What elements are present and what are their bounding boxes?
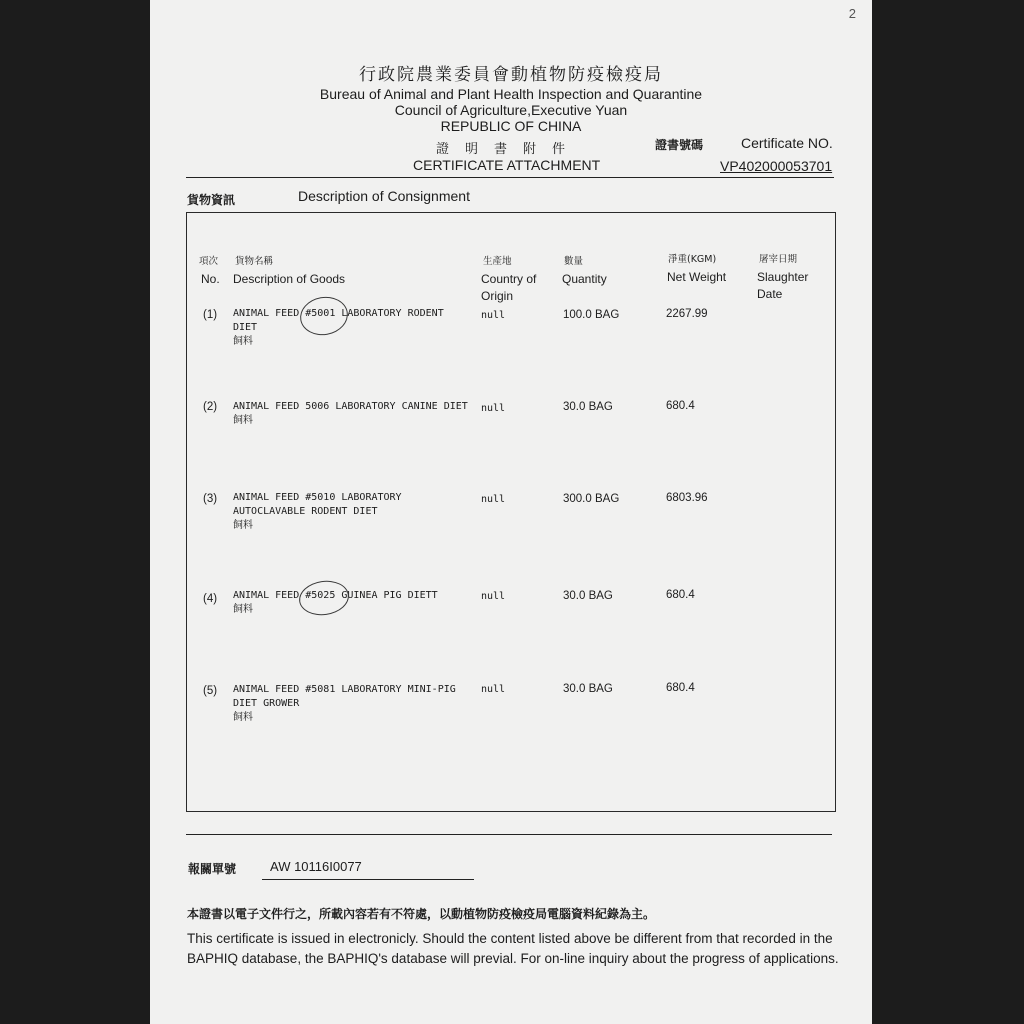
header-qty-zh: 數量 bbox=[564, 256, 584, 267]
row-origin: null bbox=[481, 684, 506, 695]
cert-label-zh: 證書號碼 bbox=[655, 138, 704, 152]
customs-declaration-label: 報關單號 bbox=[188, 862, 237, 876]
row-net-weight: 6803.96 bbox=[666, 492, 708, 504]
customs-declaration-number: AW 10116I0077 bbox=[270, 859, 362, 874]
row-net-weight: 680.4 bbox=[666, 400, 695, 412]
certificate-page bbox=[150, 0, 872, 1024]
header-goods-zh: 貨物名稱 bbox=[235, 256, 274, 267]
header-no-en: No. bbox=[201, 272, 220, 286]
goods-name: ANIMAL FEED 5006 LABORATORY CANINE DIET bbox=[233, 401, 468, 412]
header-date-zh: 屠宰日期 bbox=[759, 254, 798, 265]
goods-name-zh: 飼料 bbox=[233, 336, 253, 347]
row-description bbox=[233, 400, 473, 428]
cert-label-en: Certificate NO. bbox=[741, 135, 833, 151]
row-no: (3) bbox=[203, 493, 218, 505]
row-quantity: 30.0 BAG bbox=[563, 683, 613, 695]
row-origin: null bbox=[481, 591, 506, 602]
row-no: (2) bbox=[203, 401, 218, 413]
footer-rule bbox=[186, 834, 832, 835]
goods-name: ANIMAL FEED #5081 LABORATORY MINI-PIG DIET GROWER bbox=[233, 684, 456, 709]
section-title-zh: 貨物資訊 bbox=[187, 193, 236, 207]
page-mark: 2 bbox=[848, 6, 856, 21]
row-net-weight: 2267.99 bbox=[666, 308, 708, 320]
header-weight-en: Net Weight bbox=[667, 270, 727, 284]
goods-name: ANIMAL FEED #5010 LABORATORY AUTOCLAVABLE RODENT DIET bbox=[233, 492, 402, 517]
row-quantity: 100.0 BAG bbox=[563, 309, 620, 321]
row-origin: null bbox=[481, 310, 506, 321]
goods-name: ANIMAL FEED #5001 LABORATORY RODENT DIET bbox=[233, 308, 444, 333]
header-qty-en: Quantity bbox=[562, 272, 607, 286]
row-description bbox=[233, 307, 473, 349]
section-title-en: Description of Consignment bbox=[298, 188, 470, 204]
row-quantity: 300.0 BAG bbox=[563, 493, 620, 505]
goods-name-zh: 飼料 bbox=[233, 415, 253, 426]
row-no: (5) bbox=[203, 685, 218, 697]
header-weight-zh: 淨重(KGM) bbox=[668, 254, 717, 265]
header-date-en: Slaughter Date bbox=[757, 270, 809, 301]
header-goods-en: Description of Goods bbox=[233, 272, 346, 286]
header-rule bbox=[186, 177, 834, 178]
goods-name-zh: 飼料 bbox=[233, 604, 253, 615]
header-origin-en: Country of Origin bbox=[481, 272, 537, 303]
consignment-table bbox=[186, 212, 836, 812]
notice-en: This certificate is issued in electronicly. Should the content listed above be different from that recorded in the BAPHIQ database, the BAPHIQ's database will previal. For on-line inquiry about the progress of applications. bbox=[187, 931, 839, 966]
row-no: (1) bbox=[203, 309, 218, 321]
goods-name-zh: 飼料 bbox=[233, 712, 253, 723]
notice-zh: 本證書以電子文件行之，所載內容若有不符處，以動植物防疫檢疫局電腦資料紀錄為主。 bbox=[187, 907, 656, 921]
row-description bbox=[233, 683, 473, 725]
row-description bbox=[233, 491, 473, 533]
agency-name-en: Bureau of Animal and Plant Health Inspection and Quarantine bbox=[319, 86, 703, 102]
row-no: (4) bbox=[203, 593, 218, 605]
customs-underline bbox=[262, 879, 474, 880]
certificate-number: VP402000053701 bbox=[720, 158, 833, 174]
header-origin-zh: 生產地 bbox=[483, 256, 512, 267]
row-description bbox=[233, 589, 473, 617]
row-origin: null bbox=[481, 494, 506, 505]
goods-name: ANIMAL FEED #5025 GUINEA PIG DIETT bbox=[233, 590, 438, 601]
attachment-title-en: CERTIFICATE ATTACHMENT bbox=[413, 157, 601, 173]
row-net-weight: 680.4 bbox=[666, 589, 695, 601]
row-origin: null bbox=[481, 403, 506, 414]
goods-name-zh: 飼料 bbox=[233, 520, 253, 531]
row-quantity: 30.0 BAG bbox=[563, 401, 613, 413]
council-name: Council of Agriculture,Executive Yuan bbox=[394, 102, 628, 118]
country-name: REPUBLIC OF CHINA bbox=[440, 118, 582, 134]
row-quantity: 30.0 BAG bbox=[563, 590, 613, 602]
attachment-title-zh: 證明書附件 bbox=[436, 142, 582, 157]
header-no-zh: 項次 bbox=[199, 256, 219, 267]
agency-name-zh: 行政院農業委員會動植物防疫檢疫局 bbox=[359, 65, 663, 85]
row-net-weight: 680.4 bbox=[666, 682, 695, 694]
